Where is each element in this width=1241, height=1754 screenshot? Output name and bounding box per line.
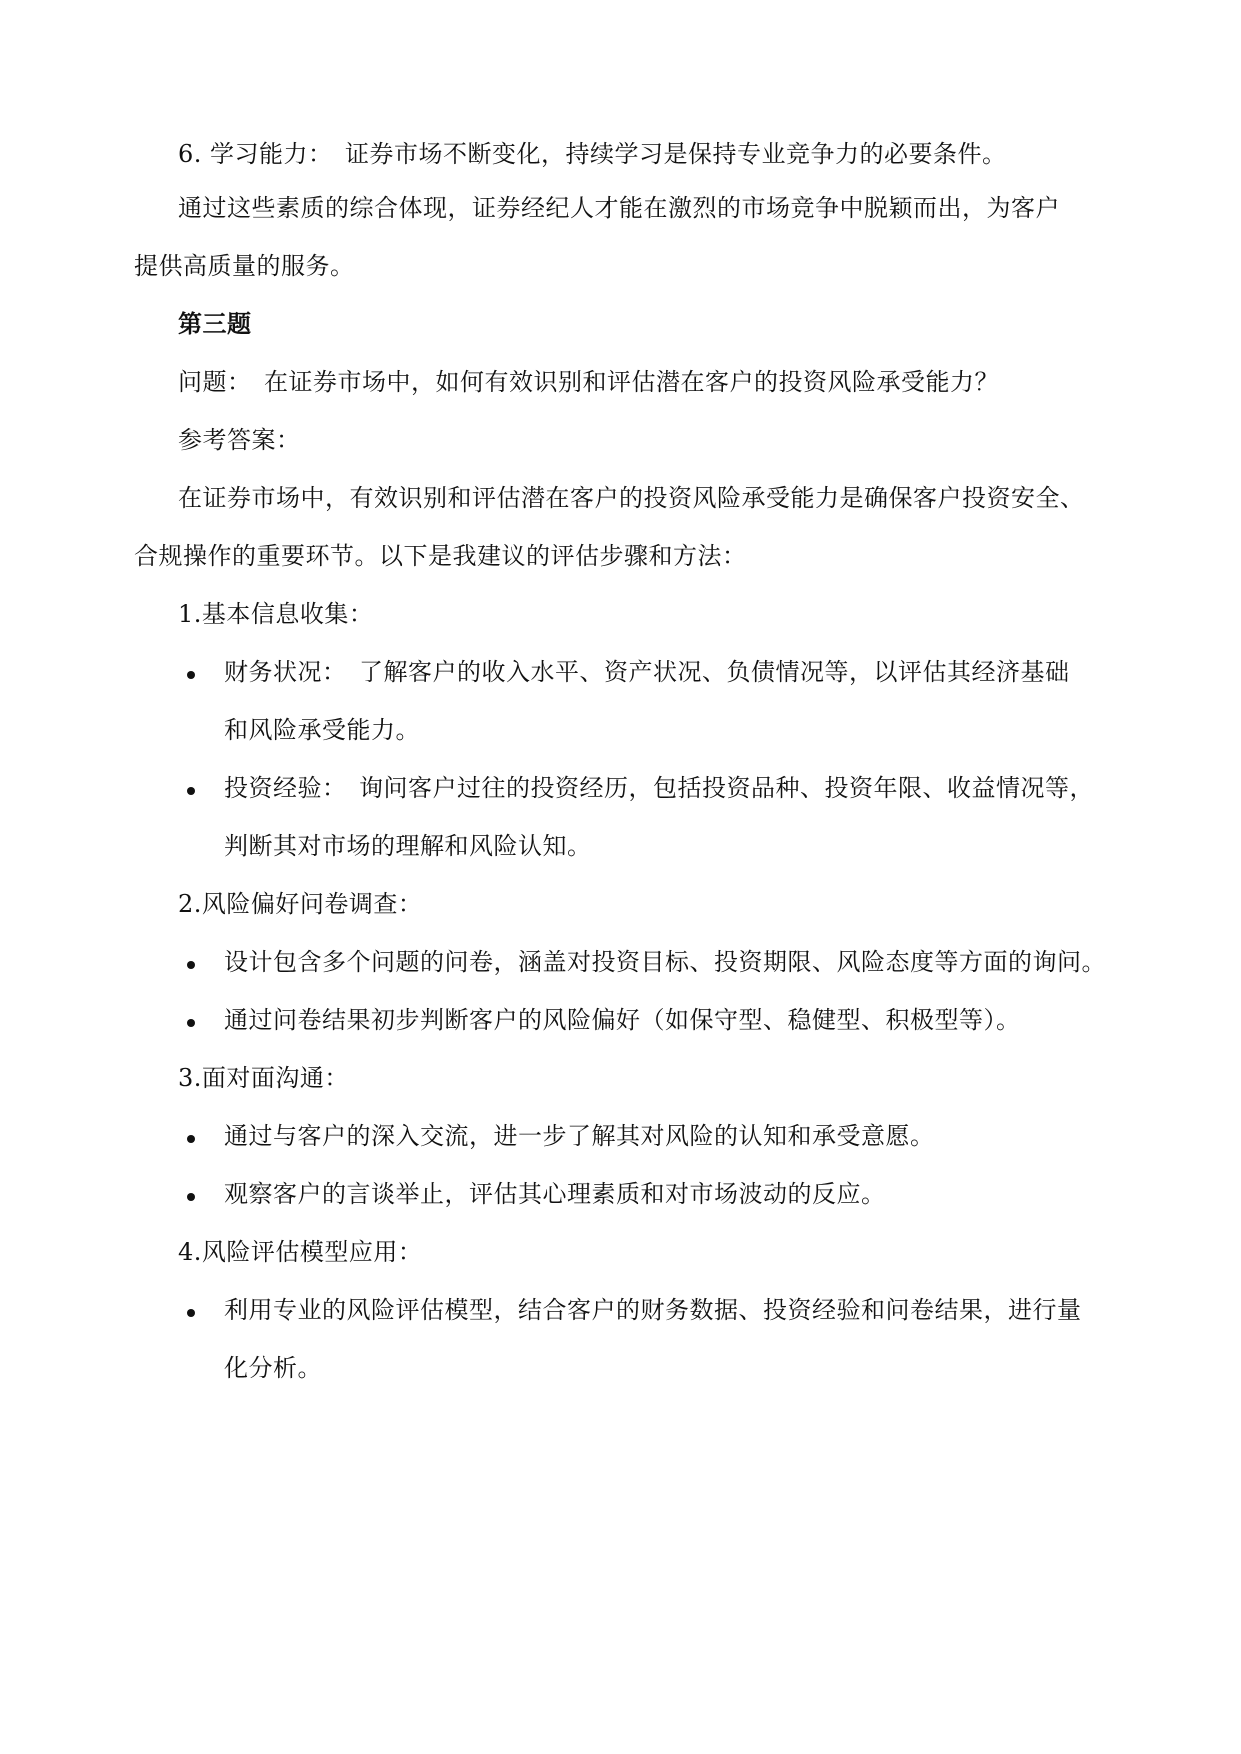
list-item-financial-line-1: 财务状况： 了解客户的收入水平、资产状况、负债情况等，以评估其经济基础 [224,658,1070,686]
bullet-icon [187,961,195,969]
question-text: 问题： 在证券市场中，如何有效识别和评估潜在客户的投资风险承受能力？ [178,368,999,396]
section-2-title: 2.风险偏好问卷调查： [178,890,423,918]
bullet-icon [187,1309,195,1317]
bullet-icon [187,1135,195,1143]
bullet-icon [187,1019,195,1027]
list-item-financial-line-2: 和风险承受能力。 [224,716,420,744]
list-item-experience-line-1: 投资经验： 询问客户过往的投资经历，包括投资品种、投资年限、收益情况等， [224,774,1094,802]
section-1-title: 1.基本信息收集： [178,600,374,628]
list-item-questionnaire-result: 通过问卷结果初步判断客户的风险偏好（如保守型、稳健型、积极型等）。 [224,1006,1021,1034]
answer-label: 参考答案： [178,426,301,454]
list-item-model-line-1: 利用专业的风险评估模型，结合客户的财务数据、投资经验和问卷结果，进行量 [224,1296,1082,1324]
paragraph-summary-line-2: 提供高质量的服务。 [134,252,355,280]
list-item-experience-line-2: 判断其对市场的理解和风险认知。 [224,832,592,860]
list-item-questionnaire-design: 设计包含多个问题的问卷，涵盖对投资目标、投资期限、风险态度等方面的询问。 [224,948,1106,976]
paragraph-summary-line-1: 通过这些素质的综合体现，证券经纪人才能在激烈的市场竞争中脱颖而出，为客户 [178,194,1060,222]
list-item-model-line-2: 化分析。 [224,1354,322,1382]
paragraph-item-6: 6. 学习能力： 证券市场不断变化，持续学习是保持专业竞争力的必要条件。 [178,140,1007,168]
bullet-icon [187,1193,195,1201]
list-item-observation: 观察客户的言谈举止，评估其心理素质和对市场波动的反应。 [224,1180,886,1208]
section-4-title: 4.风险评估模型应用： [178,1238,423,1266]
section-heading: 第三题 [178,309,252,338]
intro-line-2: 合规操作的重要环节。以下是我建议的评估步骤和方法： [134,542,747,570]
intro-line-1: 在证券市场中，有效识别和评估潜在客户的投资风险承受能力是确保客户投资安全、 [178,484,1085,512]
bullet-icon [187,787,195,795]
list-item-communication: 通过与客户的深入交流，进一步了解其对风险的认知和承受意愿。 [224,1122,935,1150]
bullet-icon [187,671,195,679]
section-3-title: 3.面对面沟通： [178,1064,349,1092]
